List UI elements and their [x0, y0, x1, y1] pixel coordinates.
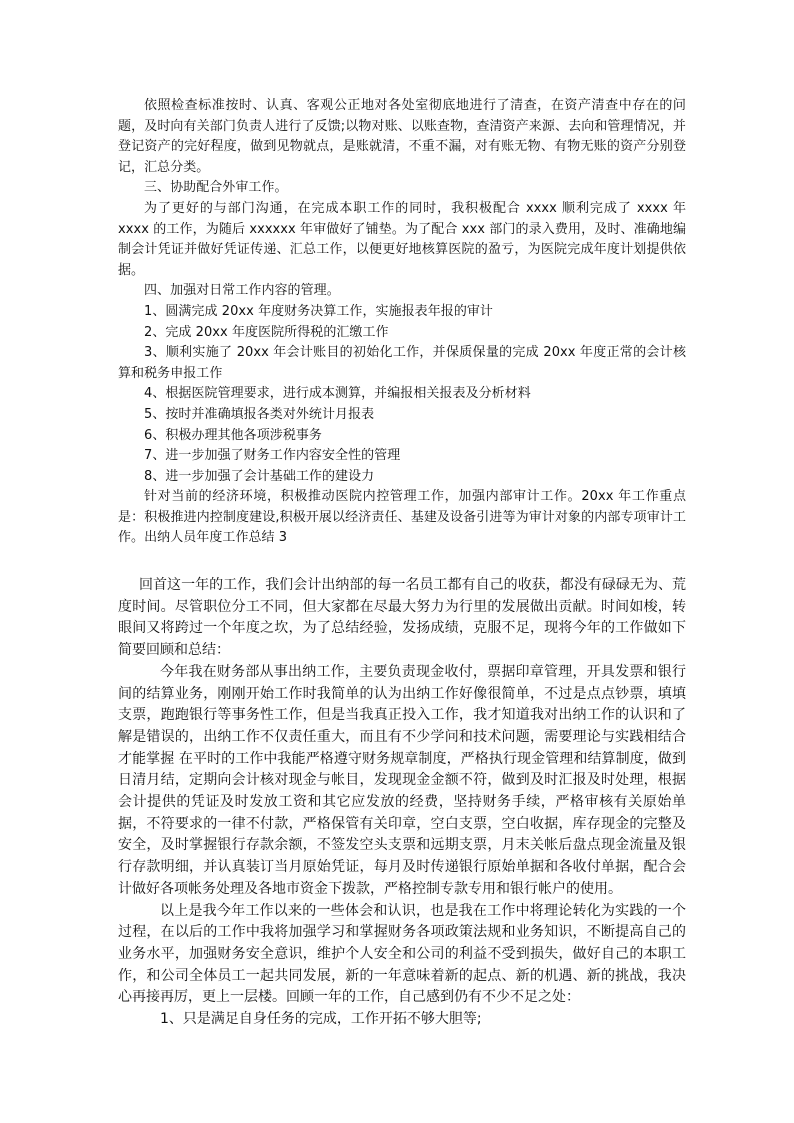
report-section-two	[118, 575, 686, 1031]
cashier-work-paragraph: 今年我在财务部从事出纳工作，主要负责现金收付，票据印章管理，开具发票和银行间的结算业务，刚刚开始工作时我简单的认为出纳工作好像很简单，不过是点点钞票，填填支票，跑跑银行等事务性工作，但是当我真正投入工作，我才知道我对出纳工作的认识和了解是错误的，出纳工作不仅责任重大，而且有不少学问和技术问题，需要理论与实践相结合才能掌握 在平时的工作中我能严格遵守财务规章制度，严格执行现金管理和结算制度，做到日清月结，定期向会计核对现金与帐目，发现现金金额不符，做到及时汇报及时处理，根据会计提供的凭证及时发放工资和其它应发放的经费，坚持财务手续，严格审核有关原始单据，不符要求的一律不付款，严格保管有关印章，空白支票，空白收据，库存现金的完整及安全，及时掌握银行存款余额，不签发空头支票和远期支票，月末关帐后盘点现金流量及银行存款明细，并认真装订当月原始凭证，每月及时传递银行原始单据和各收付单据，配合会计做好各项帐务处理及各地市资金下拨款，严格控制专款专用和银行帐户的使用。	[118, 663, 686, 897]
list-item: 6、积极办理其他各项涉税事务	[144, 427, 322, 443]
list-item: 7、进一步加强了财务工作内容安全性的管理	[144, 448, 401, 464]
heading-external-audit: 三、协助配合外审工作。	[144, 180, 288, 196]
audit-cooperation-paragraph: 为了更好的与部门沟通，在完成本职工作的同时，我积极配合 xxxx 顺利完成了 xxxx 年 xxxx 的工作，为随后 xxxxxx 年审做好了铺垫。为了配合 xxx 部门的录入费用，及时、准确地编制会计凭证并做好凭证传递、汇总工作，以便更好地核算医院的盈亏，为医院完成年度计划提供依据。	[118, 200, 686, 278]
report-section-one	[118, 96, 686, 549]
list-item: 1、圆满完成 20xx 年度财务决算工作，实施报表年报的审计	[144, 303, 493, 319]
list-item: 2、完成 20xx 年度医院所得税的汇缴工作	[144, 324, 389, 340]
list-item: 1、只是满足自身任务的完成，工作开拓不够大胆等;	[160, 1011, 482, 1028]
summary-paragraph: 以上是我今年工作以来的一些体会和认识，也是我在工作中将理论转化为实践的一个过程，在以后的工作中我将加强学习和掌握财务各项政策法规和业务知识，不断提高自己的业务水平，加强财务安全意识，维护个人安全和公司的利益不受到损失，做好自己的本职工作，和公司全体员工一起共同发展，新的一年意味着新的起点、新的机遇、新的挑战，我决心再接再厉，更上一层楼。回顾一年的工作，自己感到仍有不少不足之处：	[118, 902, 686, 1006]
internal-audit-paragraph: 针对当前的经济环境，积极推动医院内控管理工作，加强内部审计工作。20xx 年工作重点是：积极推进内控制度建设,积极开展以经济责任、基建及设备引进等为审计对象的内部专项审计工作。出纳人员年度工作总结 3	[118, 489, 686, 546]
list-item: 3、顺利实施了 20xx 年会计账目的初始化工作，并保质保量的完成 20xx 年度正常的会计核算和税务申报工作	[118, 345, 686, 381]
list-item: 5、按时并准确填报各类对外统计月报表	[144, 406, 375, 422]
review-intro-paragraph: 回首这一年的工作，我们会计出纳部的每一名员工都有自己的收获，都没有碌碌无为、荒度时间。尽管职位分工不同，但大家都在尽最大努力为行里的发展做出贡献。时间如梭，转眼间又将跨过一个年度之坎，为了总结经验，发扬成绩，克服不足，现将今年的工作做如下简要回顾和总结：	[118, 577, 686, 659]
list-item: 8、进一步加强了会计基础工作的建设力	[144, 468, 375, 484]
list-item: 4、根据医院管理要求，进行成本测算，并编报相关报表及分析材料	[144, 386, 531, 402]
asset-check-paragraph: 依照检查标准按时、认真、客观公正地对各处室彻底地进行了清查，在资产清查中存在的问题，及时向有关部门负责人进行了反馈;以物对账、以账查物，查清资产来源、去向和管理情况，并登记资产的完好程度，做到见物就点，是账就清，不重不漏，对有账无物、有物无账的资产分别登记，汇总分类。	[118, 98, 686, 175]
heading-daily-management: 四、加强对日常工作内容的管理。	[144, 283, 340, 299]
